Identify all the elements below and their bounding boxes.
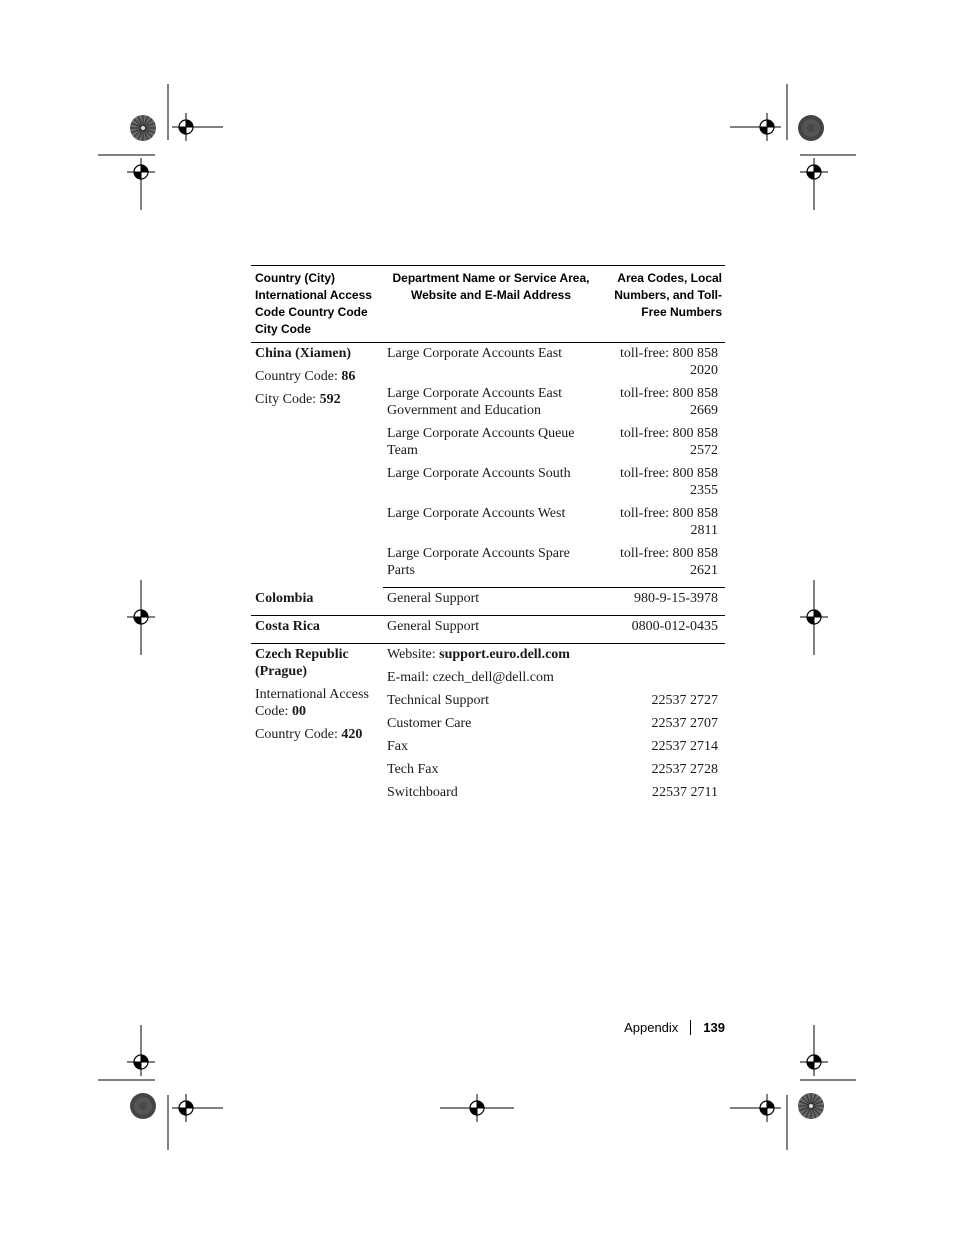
page-number: 139	[703, 1020, 725, 1035]
phone-number: 0800-012-0435	[599, 616, 725, 644]
contact-table-page	[251, 265, 725, 807]
table-header-row	[251, 266, 725, 343]
phone-number: toll-free: 800 858 2811	[620, 506, 718, 538]
department-cell: Technical Support	[387, 693, 490, 708]
email-link[interactable]: czech_dell@dell.com	[432, 670, 554, 685]
phone-number: toll-free: 800 858 2355	[620, 466, 718, 498]
email-cell: E-mail: czech_dell@dell.com	[387, 670, 554, 685]
phone-number: 980-9-15-3978	[599, 588, 725, 616]
header-numbers: Area Codes, Local Numbers, and Toll-Free Numbers	[599, 266, 725, 343]
department-cell: Large Corporate Accounts South	[387, 466, 571, 481]
department-cell: Large Corporate Accounts East Government and Education	[387, 386, 563, 418]
country-code: Country Code: 86	[255, 369, 356, 384]
country-name: China (Xiamen)	[255, 346, 352, 361]
country-cell-czech	[251, 644, 383, 808]
country-name: Costa Rica	[251, 616, 383, 644]
footer-divider	[690, 1020, 691, 1035]
phone-number: toll-free: 800 858 2621	[599, 545, 725, 588]
phone-number: toll-free: 800 858 2669	[620, 386, 718, 418]
phone-number: 22537 2728	[651, 762, 718, 777]
table-row	[251, 644, 725, 670]
phone-number: 22537 2714	[651, 739, 718, 754]
country-code: Country Code: 420	[255, 727, 363, 742]
phone-number: toll-free: 800 858 2572	[620, 426, 718, 458]
country-name: Czech Republic (Prague)	[255, 647, 349, 679]
department-cell: Switchboard	[387, 785, 458, 800]
department-cell: Large Corporate Accounts East	[387, 346, 563, 361]
header-department: Department Name or Service Area, Website and E-Mail Address	[383, 266, 599, 343]
header-country: Country (City) International Access Code Country Code City Code	[251, 266, 383, 343]
department-cell: Large Corporate Accounts Spare Parts	[383, 545, 599, 588]
table-row	[251, 616, 725, 644]
department-cell: Customer Care	[387, 716, 472, 731]
footer-section: Appendix	[624, 1020, 679, 1035]
department-cell: Large Corporate Accounts Queue Team	[387, 426, 575, 458]
page-footer	[624, 1020, 725, 1035]
department-cell: Tech Fax	[387, 762, 439, 777]
city-code: City Code: 592	[255, 392, 341, 407]
country-cell-china	[251, 343, 383, 588]
phone-number: 22537 2707	[651, 716, 718, 731]
website-link[interactable]: support.euro.dell.com	[439, 647, 570, 662]
website-cell: Website: support.euro.dell.com	[387, 647, 570, 662]
department-cell: Large Corporate Accounts West	[387, 506, 566, 521]
phone-number: toll-free: 800 858 2020	[620, 346, 718, 378]
department-cell: General Support	[383, 616, 599, 644]
table-row	[251, 588, 725, 616]
department-cell: General Support	[383, 588, 599, 616]
phone-number: 22537 2711	[652, 785, 718, 800]
department-cell: Fax	[387, 739, 408, 754]
international-access-code: International Access Code: 00	[255, 687, 369, 719]
phone-number: 22537 2727	[651, 693, 718, 708]
country-name: Colombia	[251, 588, 383, 616]
dell-contact-table	[251, 266, 725, 807]
table-row	[251, 343, 725, 386]
